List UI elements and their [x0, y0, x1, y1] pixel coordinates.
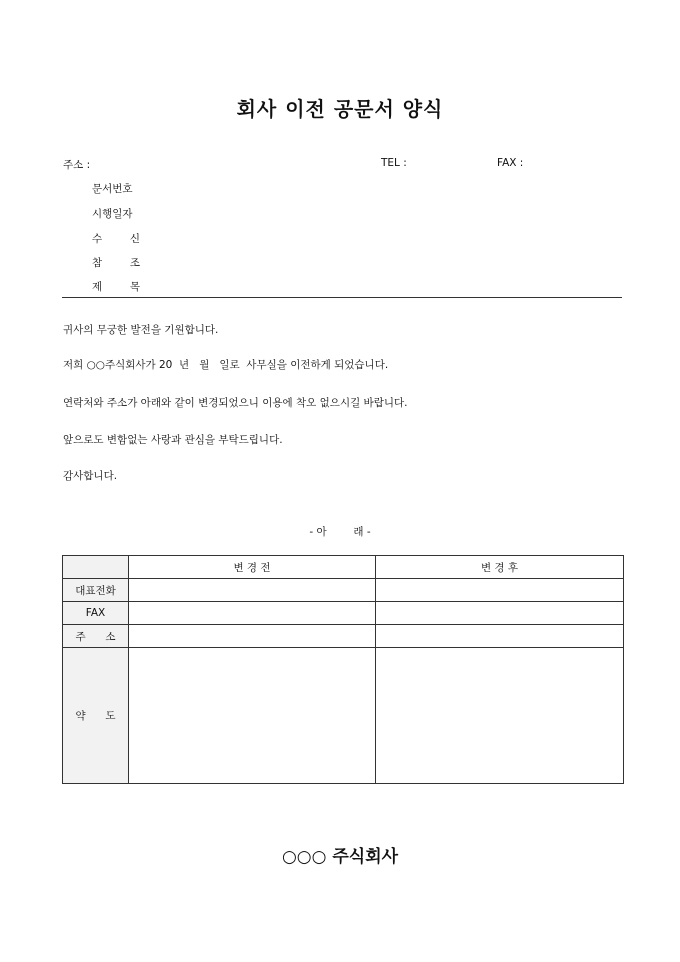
row-label-map: 약 도: [63, 648, 129, 784]
document-title: 회사 이전 공문서 양식: [236, 97, 444, 121]
phone-before-cell[interactable]: [129, 579, 376, 602]
body-line-greeting: 귀사의 무궁한 발전을 기원합니다.: [63, 324, 219, 336]
table-row-fax: [63, 602, 624, 625]
effective-date-label: 시행일자: [92, 208, 133, 220]
map-before-cell[interactable]: [129, 648, 376, 784]
table-row-phone: [63, 579, 624, 602]
table-header-row: [63, 556, 624, 579]
doc-number-label: 문서번호: [92, 183, 133, 195]
body-line-request: 앞으로도 변함없는 사랑과 관심을 부탁드립니다.: [63, 434, 283, 446]
map-after-cell[interactable]: [376, 648, 624, 784]
body-line-contact-change: 연락처와 주소가 아래와 같이 변경되었으니 이용에 착오 없으시길 바랍니다.: [63, 397, 408, 409]
recipient-label: 수 신: [92, 233, 140, 245]
col-after-header: 변 경 후: [376, 556, 624, 579]
body-line-relocation: 저희 ○○주식회사가 20 년 월 일로 사무실을 이전하게 되었습니다.: [63, 359, 389, 371]
table-corner-cell: [63, 556, 129, 579]
address-after-cell[interactable]: [376, 625, 624, 648]
fax-label: FAX :: [497, 157, 524, 169]
notice-heading: - 아 래 -: [309, 526, 371, 538]
row-label-phone: 대표전화: [63, 579, 129, 602]
header-divider: [62, 297, 622, 298]
subject-label: 제 목: [92, 281, 140, 293]
table-row-map: [63, 648, 624, 784]
row-label-address: 주 소: [63, 625, 129, 648]
tel-label: TEL :: [381, 157, 407, 169]
address-before-cell[interactable]: [129, 625, 376, 648]
reference-label: 참 조: [92, 257, 140, 269]
fax-after-cell[interactable]: [376, 602, 624, 625]
address-label: 주소 :: [63, 159, 91, 171]
row-label-fax: FAX: [63, 602, 129, 625]
table-row-address: [63, 625, 624, 648]
change-table: [62, 555, 624, 784]
fax-before-cell[interactable]: [129, 602, 376, 625]
phone-after-cell[interactable]: [376, 579, 624, 602]
col-before-header: 변 경 전: [129, 556, 376, 579]
body-line-thanks: 감사합니다.: [63, 470, 118, 482]
company-name: ○○○ 주식회사: [281, 847, 399, 867]
